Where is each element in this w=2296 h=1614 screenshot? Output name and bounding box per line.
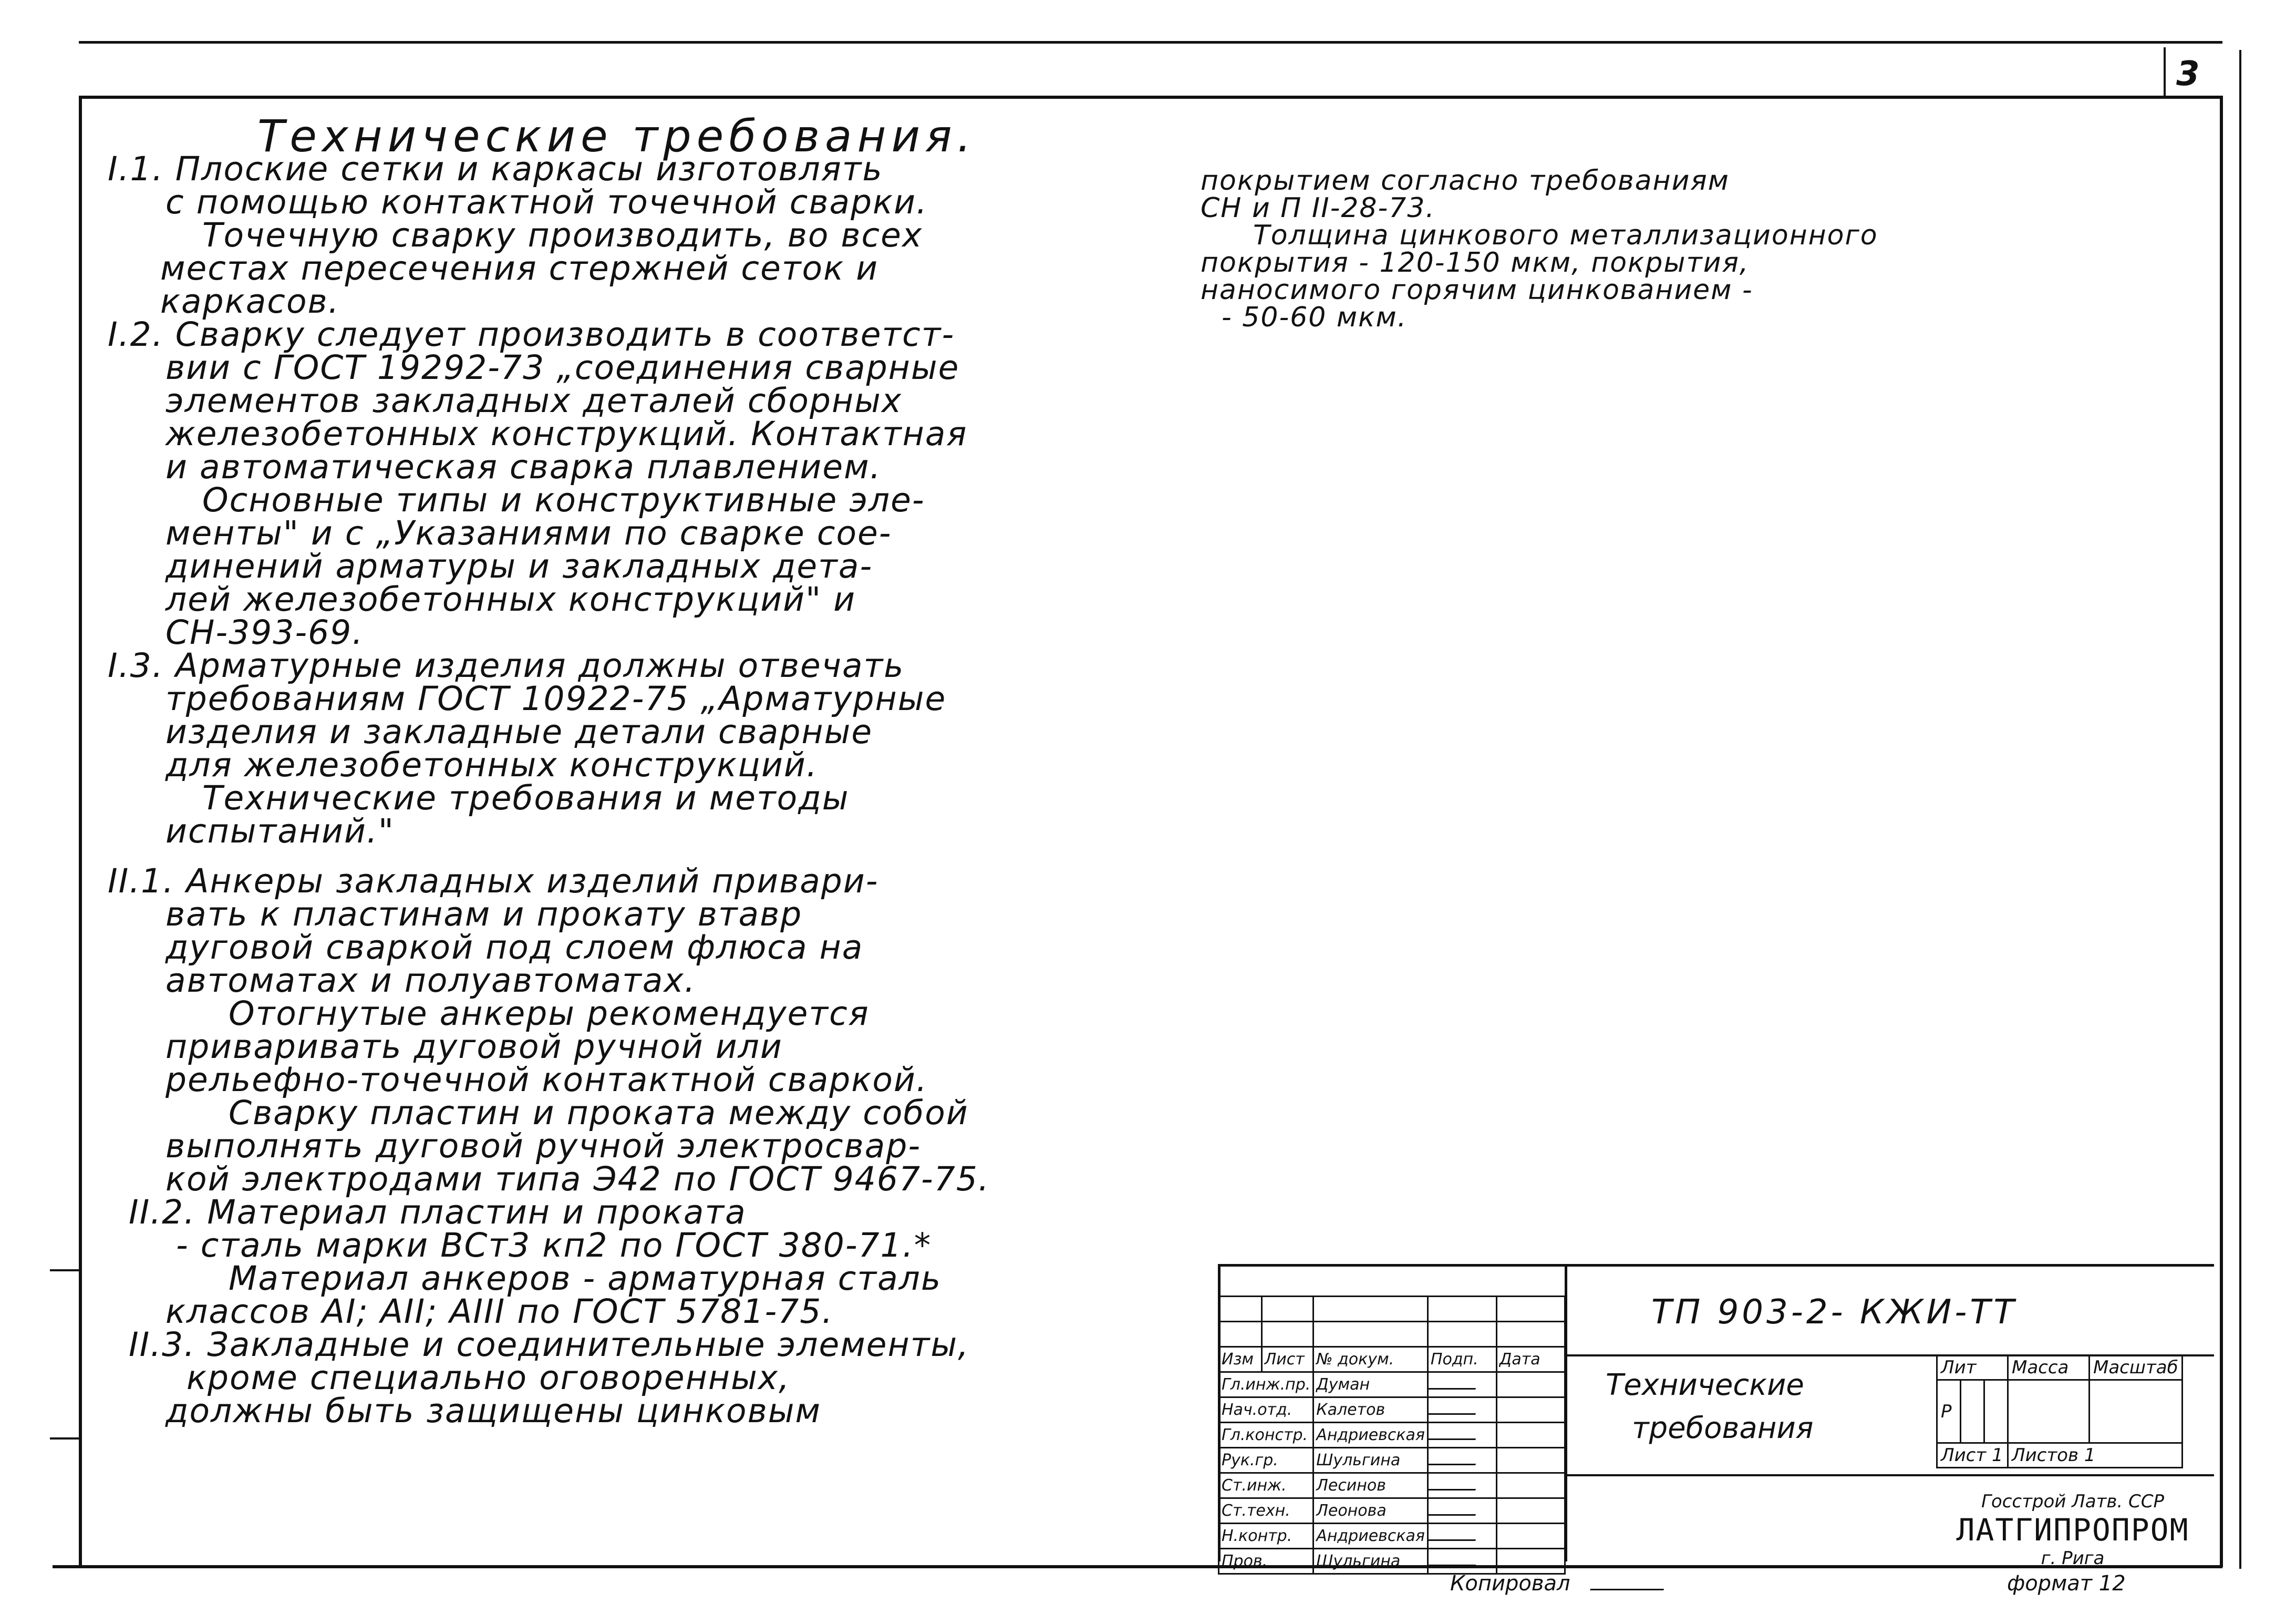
margin-tick-1 [50,1269,81,1271]
drawing-title-line: требования [1632,1411,1814,1445]
text-line: требованиям ГОСТ 10922-75 „Арматурные [166,680,947,718]
staff-name: Шульгина [1314,1448,1428,1473]
org-name: ЛАТГИПРОПРОМ [1956,1512,2189,1548]
text-line: изделия и закладные детали сварные [166,713,873,751]
text-line: II.2. Материал пластин и проката [129,1193,747,1231]
text-line: рельефно-точечной контактной сваркой. [166,1061,928,1099]
lit-table [1936,1354,2183,1468]
text-line: вать к пластинам и прокату втавр [166,895,803,933]
format-label: формат 12 [2007,1571,2126,1596]
text-line: с помощью контактной точечной сварки. [166,183,928,221]
scale-header: Масштаб [2090,1355,2183,1380]
staff-role: Гл.инж.пр. [1219,1372,1314,1397]
text-line: железобетонных конструкций. Контактная [166,415,968,453]
margin-tick-2 [50,1437,81,1440]
text-line: покрытием согласно требованиям [1201,165,1730,197]
text-line: Материал анкеров - арматурная сталь [229,1259,942,1298]
text-line: для железобетонных конструкций. [166,746,818,784]
signature [1428,1375,1481,1390]
staff-role: Пров. [1219,1549,1314,1574]
text-line: дуговой сваркой под слоем флюса на [166,928,864,967]
header-cell: Дата [1496,1347,1565,1372]
staff-name: Шульгина [1314,1549,1428,1574]
header-cell: Лист [1261,1347,1314,1372]
tb-top [1218,1264,2214,1267]
requirements-right-column [1201,167,1989,331]
text-line: Отогнутые анкеры рекомендуется [229,994,870,1033]
title-block [1218,1264,2214,1570]
text-line: выполнять дуговой ручной электросвар- [166,1127,922,1165]
drawing-title [1606,1364,1813,1450]
staff-role: Гл.констр. [1219,1423,1314,1448]
staff-role: Ст.техн. [1219,1498,1314,1524]
organization [1936,1491,2209,1569]
mass-header: Масса [2008,1355,2090,1380]
text-line: I.1. Плоские сетки и каркасы изготовлять [108,150,883,188]
text-line: менты" и с „Указаниями по сварке сое- [166,514,892,552]
header-cell: Изм [1219,1347,1262,1372]
text-line: покрытия - 120-150 мкм, покрытия, [1201,247,1750,279]
signature [1428,1401,1481,1415]
text-line: должны быть защищены цинковым [166,1392,821,1430]
left-border [79,96,82,1567]
text-line: Точечную сварку производить, во всех [202,216,923,254]
staff-name: Думан [1314,1372,1428,1397]
text-line: СН и П II-28-73. [1201,192,1435,224]
text-line: I.2. Сварку следует производить в соответст- [108,315,955,354]
text-line: - 50-60 мкм. [1222,302,1408,333]
staff-role: Нач.отд. [1219,1397,1314,1423]
copied-by [1450,1571,1666,1596]
text-line: испытаний." [166,812,395,850]
signature [1428,1502,1481,1516]
signature [1428,1451,1481,1465]
text-line: вии с ГОСТ 19292-73 „соединения сварные [166,348,960,387]
drawing-code: ТП 903-2- КЖИ-ТТ [1651,1293,2018,1332]
text-line: каркасов. [160,282,340,321]
text-line: приваривать дуговой ручной или [166,1027,783,1066]
page-title: Технические требования. [257,110,977,162]
header-cell: № докум. [1314,1347,1428,1372]
text-line: автоматах и полуавтоматах. [166,961,696,1000]
tb-hline-2 [1565,1474,2214,1476]
bottom-border [53,1565,2222,1568]
text-line: Сварку пластин и проката между собой [229,1094,969,1132]
text-line: кроме специально оговоренных, [187,1359,791,1397]
text-line: II.1. Анкеры закладных изделий привари- [108,862,879,900]
text-line: - сталь марки ВСт3 кп2 по ГОСТ 380-71.* [176,1226,932,1265]
top-border-inner [79,96,2222,99]
lit-header: Лит [1937,1355,2008,1380]
staff-role: Ст.инж. [1219,1473,1314,1498]
signature [1428,1426,1481,1440]
text-line: Технические требования и методы [202,779,850,817]
org-city: г. Рига [2041,1548,2105,1569]
staff-name: Лесинов [1314,1473,1428,1498]
top-border-outer [79,41,2222,44]
org-line: Госстрой Латв. ССР [1981,1491,2165,1512]
header-cell: Подп. [1428,1347,1496,1372]
page-number: 3 [2176,55,2200,94]
copied-label: Копировал [1450,1571,1570,1596]
text-line: кой электродами типа Э42 по ГОСТ 9467-75. [166,1160,990,1198]
sheet-count: Листов 1 [2008,1443,2183,1468]
text-line: лей железобетонных конструкций" и [166,580,856,619]
text-line: I.3. Арматурные изделия должны отвечать [108,646,905,685]
requirements-left-column [108,150,1201,1430]
sheet-number: Лист 1 [1937,1443,2008,1468]
drawing-title-line: Технические [1606,1368,1804,1402]
text-line: II.3. Закладные и соединительные элементы, [129,1325,970,1364]
text-line: СН-393-69. [166,613,364,652]
text-line: элементов закладных деталей сборных [166,382,903,420]
text-line: Основные типы и конструктивные эле- [202,481,925,519]
signature [1590,1576,1669,1590]
staff-role: Н.контр. [1219,1524,1314,1549]
signature [1428,1552,1481,1566]
text-line: динений арматуры и закладных дета- [166,547,873,585]
signature [1428,1476,1481,1490]
text-line: и автоматическая сварка плавлением. [166,448,882,486]
staff-table [1218,1296,1566,1575]
right-edge-line [2239,50,2241,1569]
staff-name: Андриевская [1314,1423,1428,1448]
text-line: классов AI; AII; AIII по ГОСТ 5781-75. [166,1292,834,1331]
page-box-left [2164,47,2166,97]
staff-name: Калетов [1314,1397,1428,1423]
lit-value: Р [1937,1380,1961,1443]
staff-name: Андриевская [1314,1524,1428,1549]
text-line: Толщина цинкового металлизационного [1253,220,1878,251]
staff-name: Леонова [1314,1498,1428,1524]
text-line: местах пересечения стержней сеток и [160,249,879,287]
staff-role: Рук.гр. [1219,1448,1314,1473]
text-line: наносимого горячим цинкованием - [1201,274,1753,306]
right-border [2220,96,2223,1567]
signature [1428,1527,1481,1541]
